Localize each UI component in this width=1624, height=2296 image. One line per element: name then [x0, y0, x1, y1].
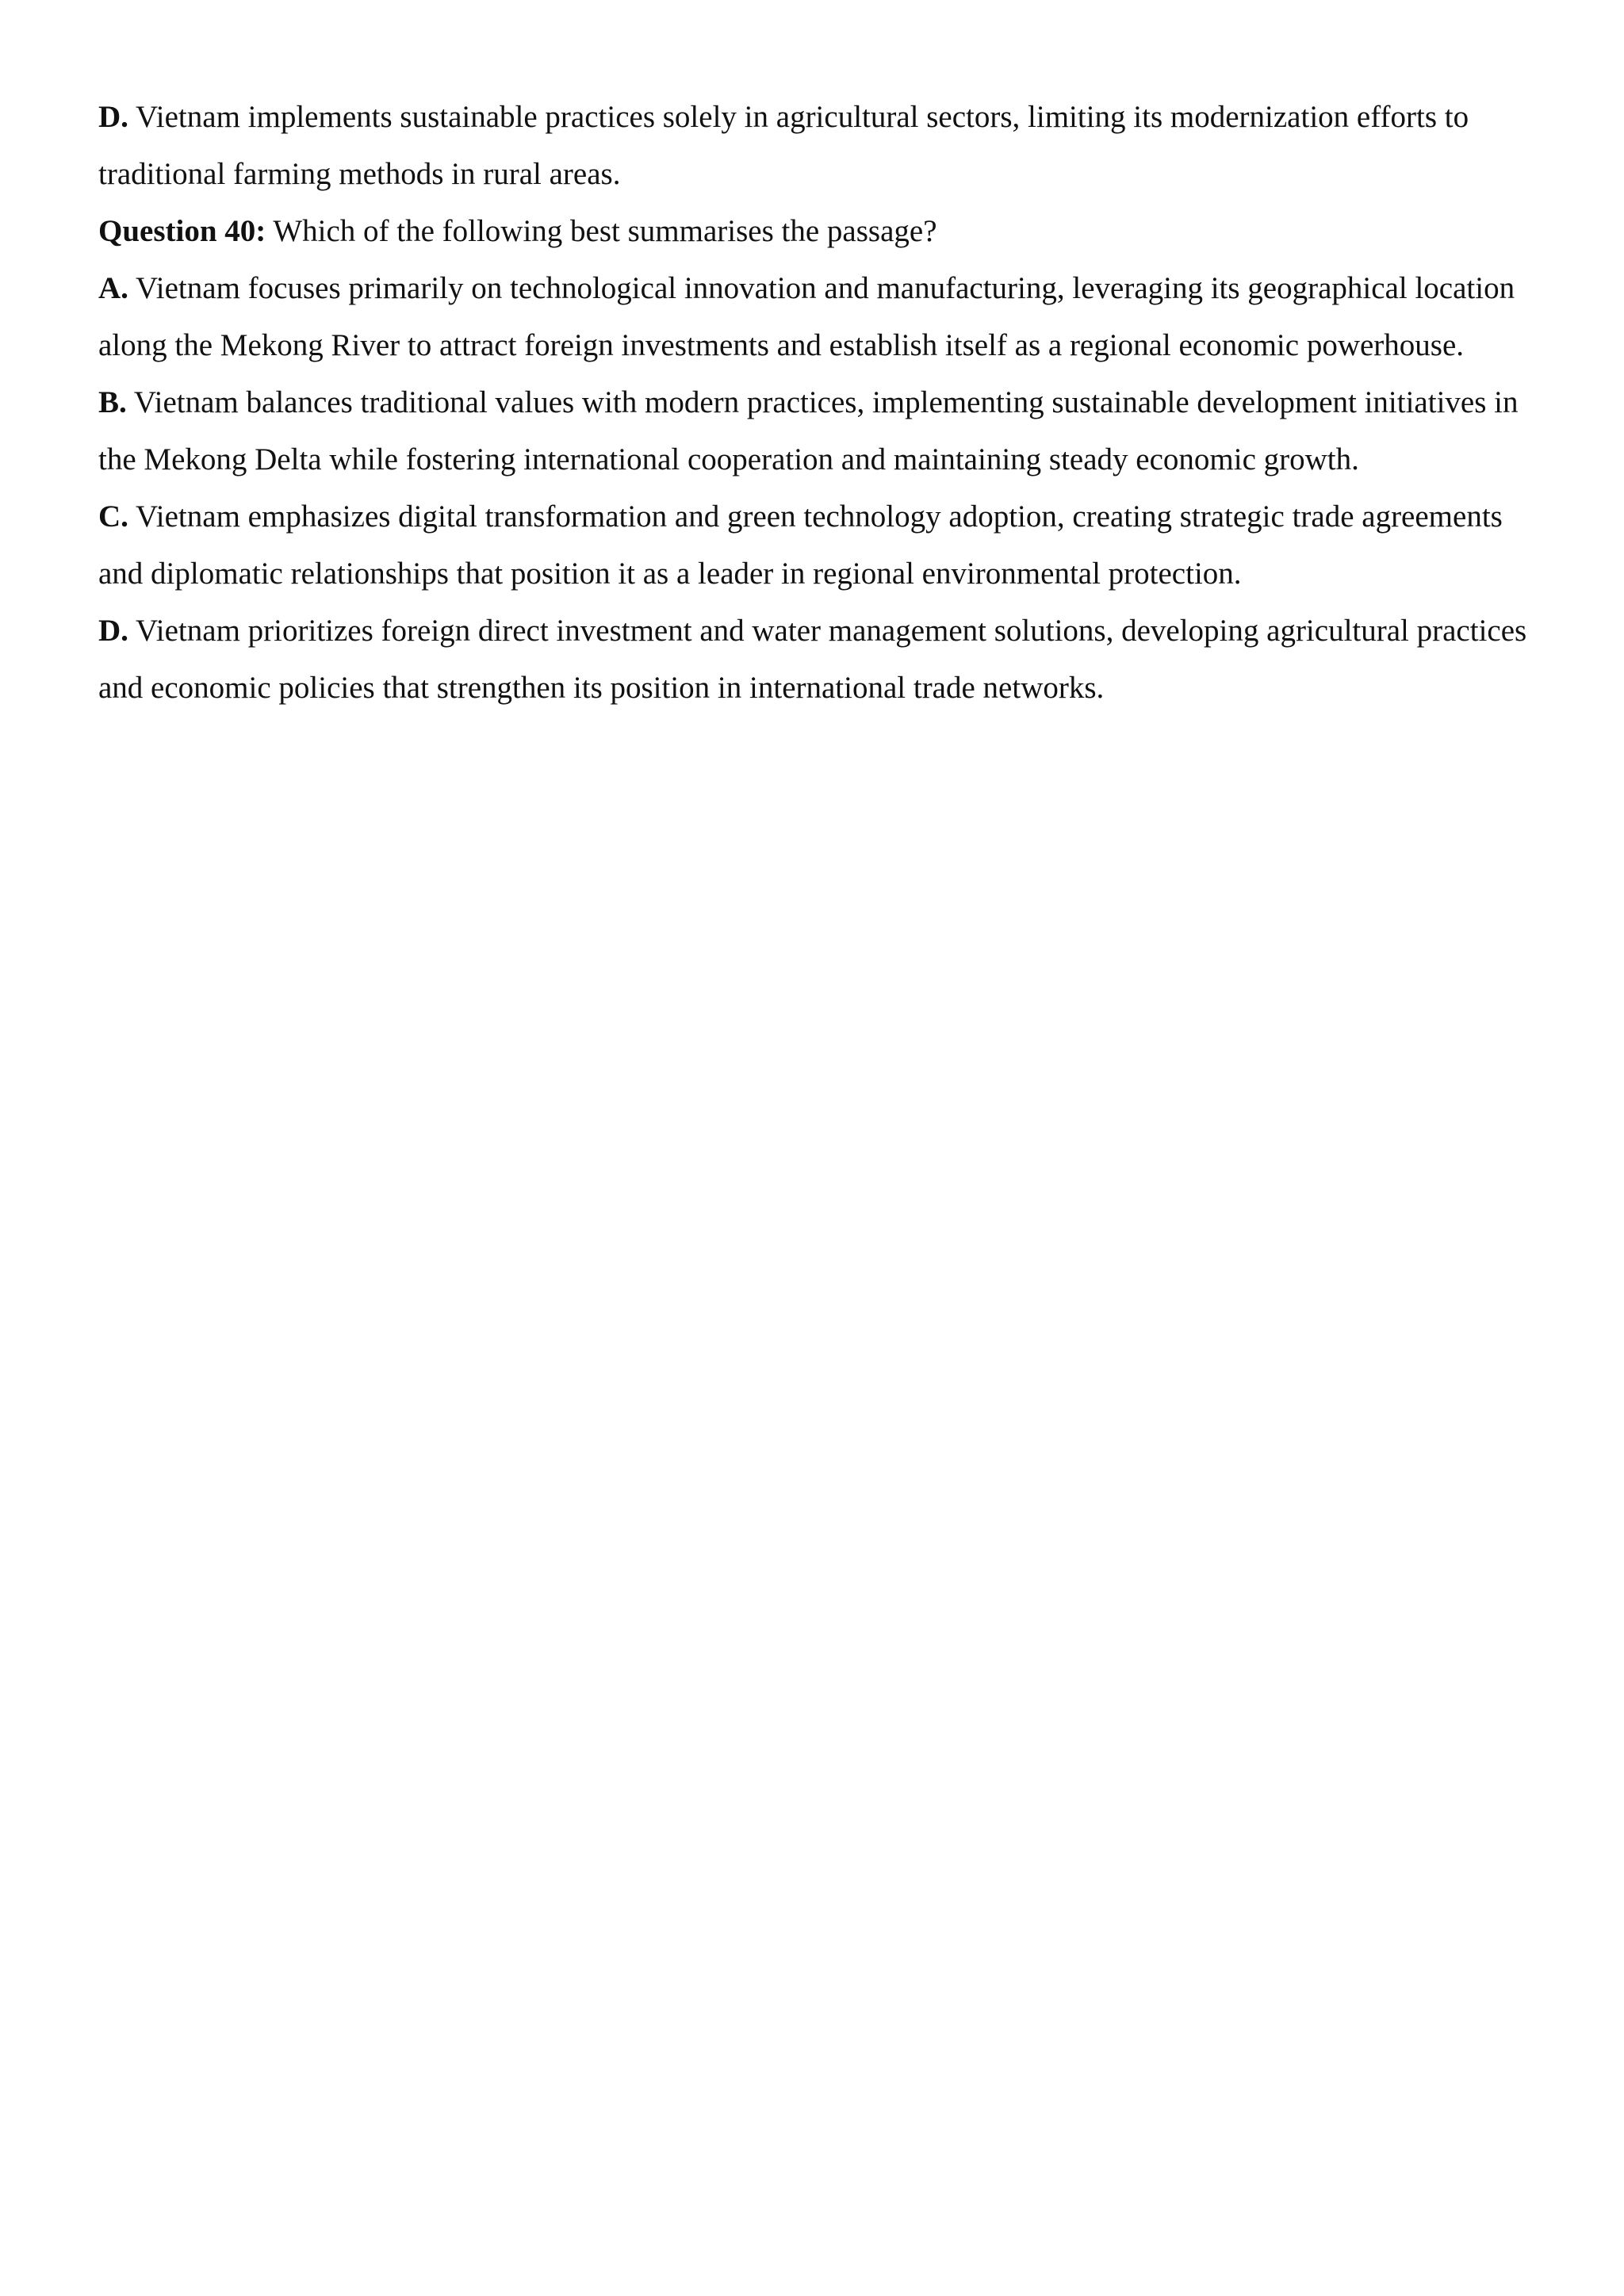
option-text: Vietnam emphasizes digital transformation and green technology adoption, creating strategic trade agreements and diplomatic relationships that position it as a leader in regional environmental protection. [98, 499, 1503, 591]
option-text: Vietnam balances traditional values with modern practices, implementing sustainable development initiatives in the Mekong Delta while fostering international cooperation and maintaining steady economic growth. [98, 385, 1519, 476]
option-text: Vietnam prioritizes foreign direct investment and water management solutions, developing agricultural practices and economic policies that strengthen its position in international trade networks. [98, 614, 1527, 705]
option-text: Vietnam focuses primarily on technological innovation and manufacturing, leveraging its geographical location along the Mekong River to attract foreign investments and establish itself as a regional economic powerhouse. [98, 271, 1515, 362]
option-label: A. [98, 271, 128, 305]
question-label: Question 40: [98, 214, 266, 248]
option-label: D. [98, 614, 128, 648]
option-text: Vietnam implements sustainable practices solely in agricultural sectors, limiting its modernization efforts to traditional farming methods in rural areas. [98, 100, 1469, 191]
option-c [98, 488, 1549, 603]
question-text: Which of the following best summarises the passage? [273, 214, 937, 248]
document-page [98, 89, 1549, 717]
option-b [98, 374, 1549, 488]
option-label: B. [98, 385, 127, 419]
option-a [98, 260, 1549, 374]
question-40-stem [98, 203, 1549, 260]
option-d [98, 603, 1549, 717]
option-label: D. [98, 100, 128, 134]
prev-option-d [98, 89, 1549, 203]
option-label: C. [98, 499, 128, 534]
